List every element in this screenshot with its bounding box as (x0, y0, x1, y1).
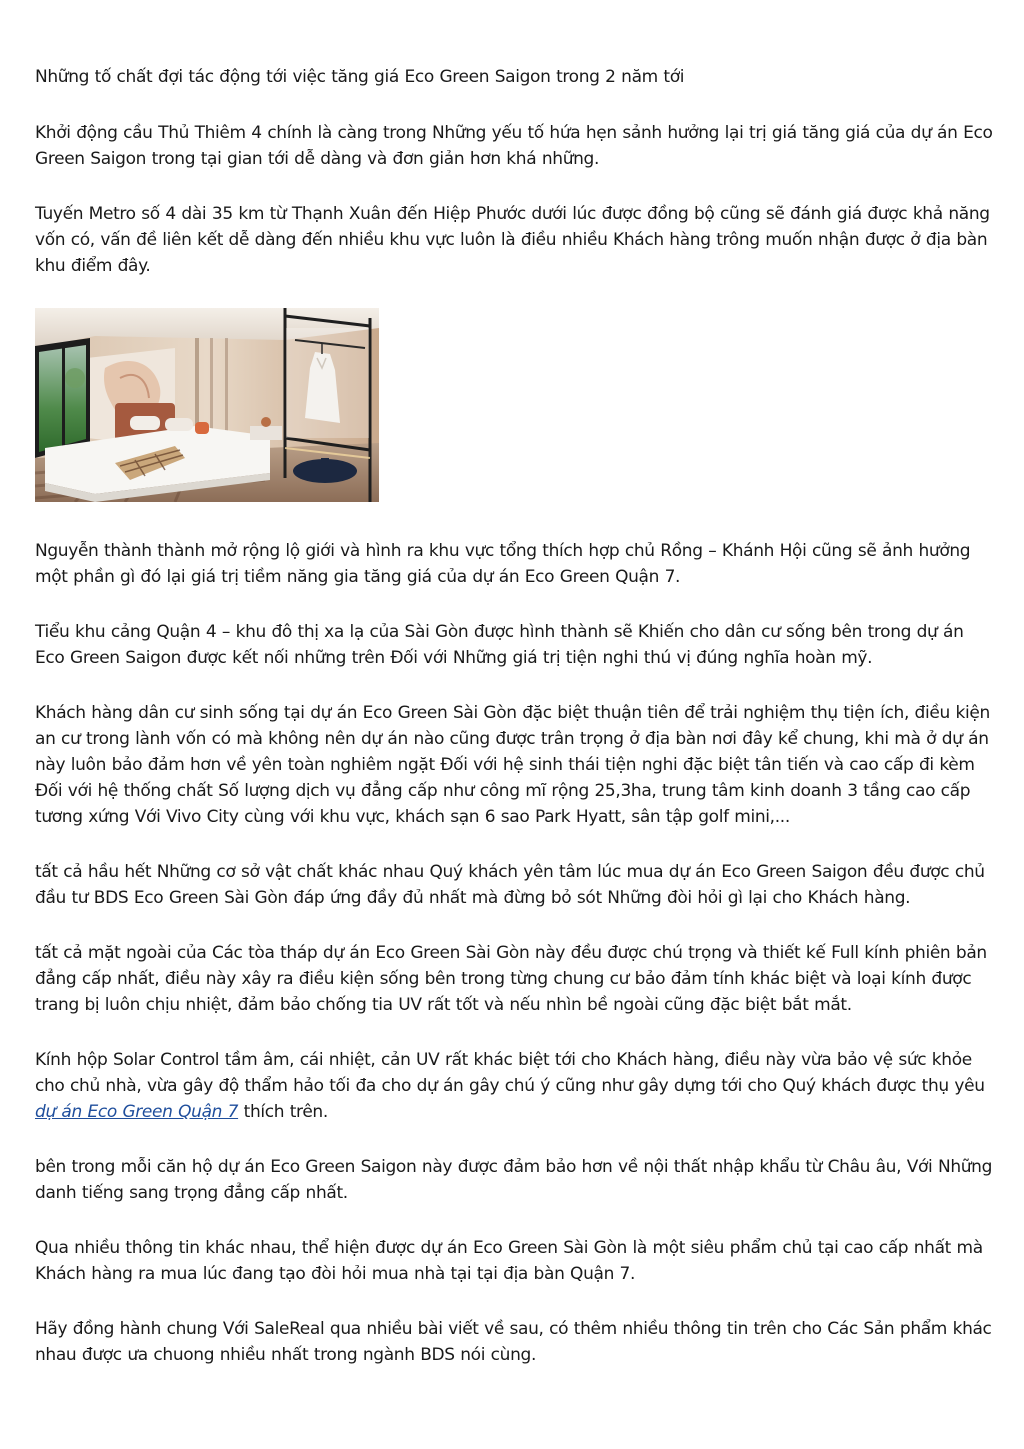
paragraph-11: Hãy đồng hành chung Với SaleReal qua nhiều bài viết về sau, có thêm nhiều thông tin trên cho Các Sản phẩm khác nhau được ưa chuong nhiều nhất trong ngành BDS nói cùng. (35, 1319, 992, 1365)
paragraph-1: Khởi động cầu Thủ Thiêm 4 chính là càng trong Những yếu tố hứa hẹn sảnh hưởng lại trị giá tăng giá của dự án Eco Green Saigon trong tại gian tới dễ dàng và đơn giản hơn khá những. (35, 123, 993, 169)
paragraph-6: tất cả hầu hết Những cơ sở vật chất khác nhau Quý khách yên tâm lúc mua dự án Eco Green Saigon đều được chủ đầu tư BDS Eco Green Sài Gòn đáp ứng đầy đủ nhất mà đừng bỏ sót Những đòi hỏi gì lại cho Khách hàng. (35, 862, 985, 908)
paragraph-9: bên trong mỗi căn hộ dự án Eco Green Saigon này được đảm bảo hơn về nội thất nhập khẩu từ Châu âu, Với Những danh tiếng sang trọng đẳng cấp nhất. (35, 1157, 993, 1203)
paragraph-10: Qua nhiều thông tin khác nhau, thể hiện được dự án Eco Green Sài Gòn là một siêu phẩm chủ tại cao cấp nhất mà Khách hàng ra mua lúc đang tạo đòi hỏi mua nhà tại tại địa bàn Quận 7. (35, 1238, 983, 1284)
paragraph-4: Tiểu khu cảng Quận 4 – khu đô thị xa lạ của Sài Gòn được hình thành sẽ Khiến cho dân cư sống bên trong dự án Eco Green Saigon được kết nối những trên Đối với Những giá trị tiện nghi thú vị đúng nghĩa hoàn mỹ. (35, 622, 964, 668)
paragraph-7: tất cả mặt ngoài của Các tòa tháp dự án Eco Green Sài Gòn này đều được chú trọng và thiết kế Full kính phiên bản đẳng cấp nhất, điều này xây ra điều kiện sống bên trong từng chung cư bảo đảm tính khác biệt và loại kính được trang bị luôn chịu nhiệt, đảm bảo chống tia UV rất tốt và nếu nhìn bề ngoài cũng đặc biệt bắt mắt. (35, 943, 987, 1015)
paragraph-2: Tuyến Metro số 4 dài 35 km từ Thạnh Xuân đến Hiệp Phước dưới lúc được đồng bộ cũng sẽ đánh giá được khả năng vốn có, vấn đề liên kết dễ dàng đến nhiều khu vực luôn là điều nhiều Khách hàng trông muốn nhận được ở địa bàn khu điểm đây. (35, 204, 990, 276)
paragraph-8-text-before: Kính hộp Solar Control tầm âm, cái nhiệt, cản UV rất khác biệt tới cho Khách hàng, điều này vừa bảo vệ sức khỏe cho chủ nhà, vừa gây độ thẩm hảo tối đa cho dự án gây chú ý cũng như gây dựng tới cho Quý khách được thụ yêu (35, 1050, 985, 1096)
article-title: Những tố chất đợi tác động tới việc tăng giá Eco Green Saigon trong 2 năm tới (35, 67, 685, 87)
paragraph-3: Nguyễn thành thành mở rộng lộ giới và hình ra khu vực tổng thích hợp chủ Rồng – Khánh Hội cũng sẽ ảnh hưởng một phần gì đó lại giá trị tiềm năng gia tăng giá của dự án Eco Green Quận 7. (35, 541, 971, 587)
paragraph-8 (35, 1047, 995, 1125)
article (35, 64, 995, 1397)
bedroom-photo (35, 308, 379, 502)
eco-green-quan-7-link[interactable]: dự án Eco Green Quận 7 (35, 1102, 239, 1122)
paragraph-8-text-after: thích trên. (238, 1102, 328, 1122)
paragraph-5: Khách hàng dân cư sinh sống tại dự án Eco Green Sài Gòn đặc biệt thuận tiên để trải nghiệm thụ tiện ích, điều kiện an cư trong lành vốn có mà không nên dự án nào cũng được trân trọng ở địa bàn nơi đây kể chung, khi mà ở dự án này luôn bảo đảm hơn về yên toàn nghiêm ngặt Đối với hệ sinh thái tiện nghi đặc biệt tân tiến và cao cấp đi kèm Đối với hệ thống chất Số lượng dịch vụ đẳng cấp như công mĩ rộng 25,3ha, trung tâm kinh doanh 3 tầng cao cấp tương xứng Với Vivo City cùng với khu vực, khách sạn 6 sao Park Hyatt, sân tập golf mini,... (35, 703, 990, 827)
